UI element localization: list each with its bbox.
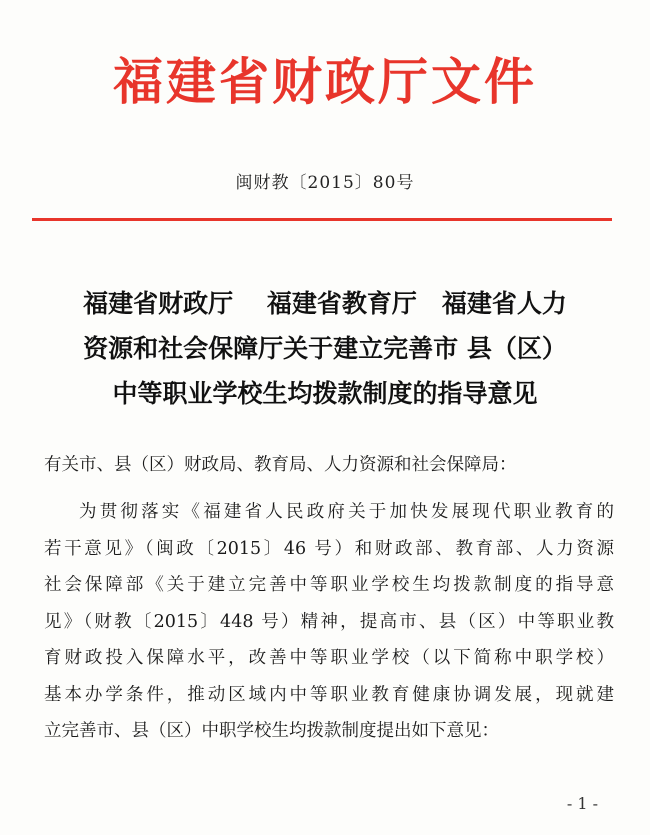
body-line: 若干意见》（闽政〔2015〕46 号）和财政部、教育部、人力资源 (44, 538, 614, 559)
red-separator-rule (32, 218, 612, 221)
title-line: 福建省财政厅 福建省教育厅 福建省人力 (83, 289, 567, 318)
body-line: 社会保障部《关于建立完善中等职业学校生均拨款制度的指导意 (44, 575, 614, 595)
page-number: - 1 - (566, 794, 598, 813)
body-paragraph (44, 494, 614, 750)
document-masthead: 福建省财政厅文件 (113, 53, 537, 111)
body-line: 基本办学条件，推动区域内中等职业教育健康协调发展，现就建 (44, 684, 614, 705)
title-line: 资源和社会保障厅关于建立完善市 县（区） (83, 334, 567, 363)
document-number: 闽财教〔2015〕80号 (235, 173, 415, 193)
document-title (30, 281, 620, 416)
body-line: 立完善市、县（区）中职学校生均拨款制度提出如下意见： (44, 721, 499, 741)
title-line: 中等职业学校生均拨款制度的指导意见 (112, 379, 538, 408)
salutation: 有关市、县（区）财政局、教育局、人力资源和社会保障局： (44, 455, 517, 475)
body-line: 育财政投入保障水平，改善中等职业学校（以下简称中职学校） (44, 648, 614, 668)
body-line: 为贯彻落实《福建省人民政府关于加快发展现代职业教育的 (79, 502, 614, 522)
body-line: 见》（财教〔2015〕448 号）精神，提高市、县（区）中等职业教 (44, 611, 614, 632)
